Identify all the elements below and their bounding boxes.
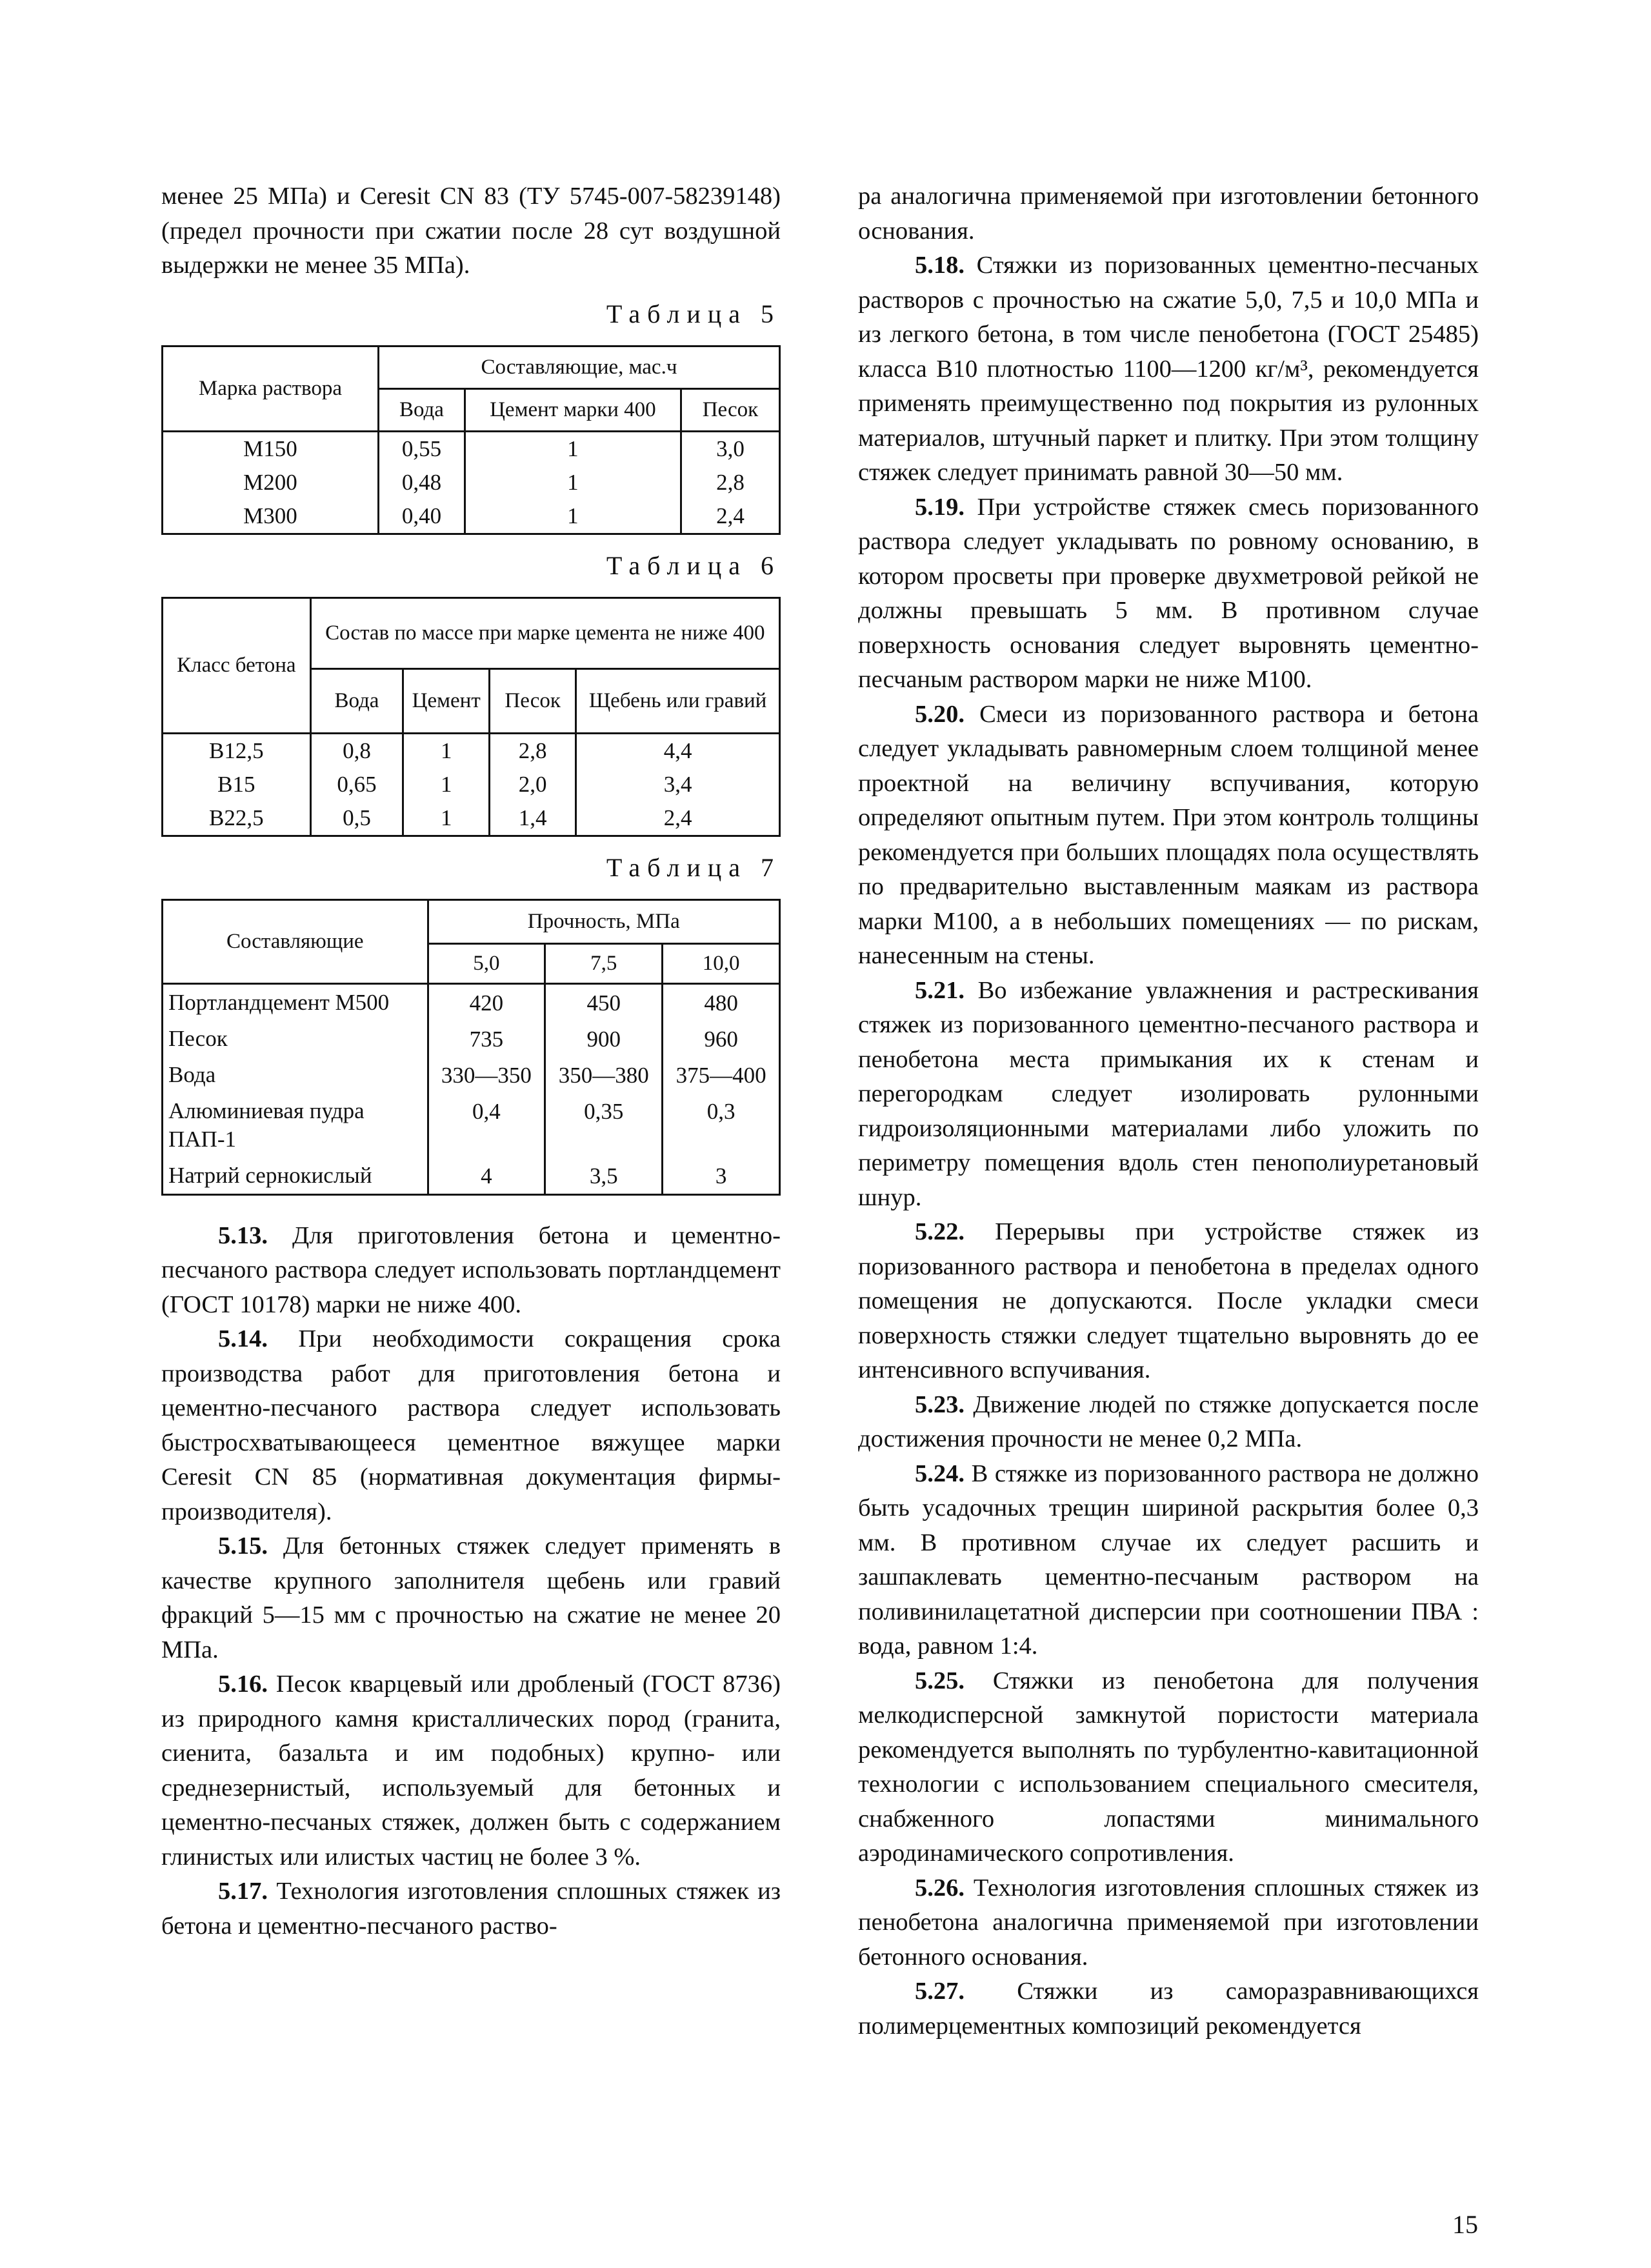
table6-subheader: Цемент (403, 668, 490, 733)
table-row (163, 1021, 780, 1057)
paragraph-text: При устройстве стяжек смесь поризованного раствора следует укладывать по ровному основанию, в котором просветы при проверке двухметровой рейкой не должны превышать 5 мм. В противном случае поверхность основания следует выровнять цементно-песчаным раствором марки не ниже М100. (858, 493, 1479, 693)
paragraph-5-17 (161, 1874, 781, 1943)
paragraph-5-21 (858, 974, 1479, 1216)
table-cell: 1,4 (490, 801, 576, 836)
table-row (163, 499, 780, 534)
paragraph-text: Для бетонных стяжек следует применять в качестве крупного заполнителя щебень или гравий фракций 5—15 мм с прочностью на сжатие не менее 20 МПа. (161, 1532, 781, 1663)
paragraph-text: Во избежание увлажнения и растрескивания стяжек из поризованного цементно-песчаного раствора и пенобетона места примыкания их к стенам и перегородкам следует изолировать рулонными гидроизоляционными материалами либо уложить по периметру помещения вдоль стен пенополиуретановый шнур. (858, 976, 1479, 1211)
table6-caption: Таблица 6 (606, 550, 781, 580)
paragraph-number: 5.20. (915, 700, 965, 728)
table7-caption: Таблица 7 (606, 852, 781, 882)
paragraph-5-18 (858, 248, 1479, 490)
table6-subheader: Песок (490, 668, 576, 733)
table-cell: 0,35 (545, 1093, 663, 1158)
paragraph-number: 5.21. (915, 976, 965, 1004)
table6-header-col1: Класс бетона (163, 597, 311, 733)
paragraph-text: Технология изготовления сплошных стяжек из пенобетона аналогична применяемой при изготовлении бетонного основания. (858, 1874, 1479, 1971)
table-cell: 735 (428, 1021, 545, 1057)
paragraph-number: 5.26. (915, 1874, 965, 1902)
table6-subheader: Вода (310, 668, 403, 733)
paragraph-text: Стяжки из саморазравнивающихся полимерцементных композиций рекомендуется (858, 1978, 1479, 2040)
table-row (163, 768, 780, 801)
paragraph-text: Стяжки из поризованных цементно-песчаных растворов с прочностью на сжатие 5,0, 7,5 и 10,0 МПа и из легкого бетона, в том числе пенобетона (ГОСТ 25485) класса В10 плотностью 1100—1200 кг/м³, рекомендуется применять преимущественно под покрытия из рулонных материалов, штучный паркет и плитку. При этом толщину стяжек следует принимать равной 30—50 мм. (858, 252, 1479, 486)
paragraph-5-26 (858, 1871, 1479, 1975)
paragraph-5-22 (858, 1215, 1479, 1388)
table-cell: 900 (545, 1021, 663, 1057)
paragraph-text: Песок кварцевый или дробленый (ГОСТ 8736) из природного камня кристаллических пород (гранита, сиенита, базальта и им подобных) крупно- или среднезернистый, используемый для бетонных и цементно-песчаных стяжек, должен быть с содержанием глинистых или илистых частиц не более 3 %. (161, 1671, 781, 1871)
table-cell: 0,3 (663, 1093, 780, 1158)
table-cell: 0,4 (428, 1093, 545, 1158)
left-column (161, 179, 781, 1943)
paragraph-number: 5.27. (915, 1978, 965, 2005)
paragraph-number: 5.15. (218, 1532, 268, 1560)
table-cell: 350—380 (545, 1057, 663, 1093)
table-cell: 0,55 (378, 431, 465, 466)
table5-caption: Таблица 5 (606, 299, 781, 328)
paragraph-5-20 (858, 697, 1479, 974)
table-row (163, 801, 780, 836)
table5-header-col1: Марка раствора (163, 346, 379, 431)
table5-subheader: Цемент марки 400 (465, 388, 681, 431)
table-row (163, 1093, 780, 1158)
table-cell: 0,65 (310, 768, 403, 801)
table-cell: 2,0 (490, 768, 576, 801)
table-cell: 4 (428, 1158, 545, 1195)
table-row (163, 1057, 780, 1093)
table-cell: Портландцемент М500 (163, 983, 428, 1021)
table-cell: В15 (163, 768, 311, 801)
table-row (163, 1158, 780, 1195)
paragraph-number: 5.19. (915, 493, 965, 521)
paragraph-text: Технология изготовления сплошных стяжек из бетона и цементно-песчаного раство- (161, 1878, 781, 1940)
table-cell: 960 (663, 1021, 780, 1057)
table-cell: 3 (663, 1158, 780, 1195)
table-cell: 2,4 (576, 801, 780, 836)
paragraph-number: 5.23. (915, 1390, 965, 1418)
intro-text: менее 25 МПа) и Ceresit CN 83 (ТУ 5745-007-58239148) (предел прочности при сжатии после 28 сут воздушной выдержки не менее 35 МПа). (161, 183, 781, 279)
table-cell: 3,5 (545, 1158, 663, 1195)
table-cell: Вода (163, 1057, 428, 1093)
table-6 (161, 597, 781, 837)
table-row (163, 466, 780, 499)
table-cell: 0,40 (378, 499, 465, 534)
table-cell: 0,8 (310, 733, 403, 768)
paragraph-number: 5.22. (915, 1218, 965, 1245)
table-cell: Песок (163, 1021, 428, 1057)
table-cell: 1 (403, 733, 490, 768)
paragraph-text: Для приготовления бетона и цементно-песчаного раствора следует использовать портландцемент (ГОСТ 10178) марки не ниже 400. (161, 1221, 781, 1318)
paragraph-text: Движение людей по стяжке допускается после достижения прочности не менее 0,2 МПа. (858, 1390, 1479, 1452)
paragraph-number: 5.17. (218, 1878, 268, 1905)
paragraph-5-16 (161, 1667, 781, 1874)
table-cell: 2,4 (681, 499, 779, 534)
table6-subheader: Щебень или гравий (576, 668, 780, 733)
table-cell: 0,5 (310, 801, 403, 836)
table-cell: Алюминиевая пудра ПАП-1 (163, 1093, 428, 1158)
table-cell: 330—350 (428, 1057, 545, 1093)
table6-header-group: Состав по массе при марке цемента не ниже 400 (310, 597, 779, 668)
table-cell: 2,8 (681, 466, 779, 499)
paragraph-number: 5.13. (218, 1221, 268, 1249)
table-7 (161, 899, 781, 1196)
paragraph-5-19 (858, 490, 1479, 697)
paragraph-number: 5.16. (218, 1671, 268, 1698)
table7-header-col1: Составляющие (163, 899, 428, 983)
table-cell: 1 (403, 768, 490, 801)
paragraph-number: 5.18. (915, 252, 965, 279)
paragraph-5-24 (858, 1457, 1479, 1664)
paragraph-text: При необходимости сокращения срока производства работ для приготовления бетона и цементно-песчаного раствора следует использовать быстросхватывающееся цементное вяжущее марки Ceresit CN 85 (нормативная документация фирмы-производителя). (161, 1325, 781, 1525)
paragraph-5-15 (161, 1529, 781, 1667)
table-cell: 1 (465, 499, 681, 534)
table-cell: М200 (163, 466, 379, 499)
paragraph-5-23 (858, 1388, 1479, 1457)
paragraph-5-27 (858, 1974, 1479, 2043)
table7-subheader: 10,0 (663, 943, 780, 983)
table-cell: 4,4 (576, 733, 780, 768)
table5-header-group: Составляющие, мас.ч (378, 346, 779, 388)
table-cell: 1 (403, 801, 490, 836)
table-cell: 3,0 (681, 431, 779, 466)
paragraph-5-14 (161, 1322, 781, 1529)
table5-subheader: Вода (378, 388, 465, 431)
table7-subheader: 5,0 (428, 943, 545, 983)
paragraph-5-25 (858, 1664, 1479, 1871)
paragraph-number: 5.14. (218, 1325, 268, 1352)
paragraph-text: В стяжке из поризованного раствора не должно быть усадочных трещин шириной раскрытия более 0,3 мм. В противном случае их следует расшить и зашпаклевать цементно-песчаным раствором на поливинилацетатной дисперсии при соотношении ПВА : вода, равном 1:4. (858, 1460, 1479, 1660)
paragraph-number: 5.25. (915, 1667, 965, 1694)
table-cell: 0,48 (378, 466, 465, 499)
table-row (163, 733, 780, 768)
table7-subheader: 7,5 (545, 943, 663, 983)
table-cell: 420 (428, 983, 545, 1021)
table-cell: В12,5 (163, 733, 311, 768)
continuation-text: ра аналогична применяемой при изготовлении бетонного основания. (858, 183, 1479, 245)
table-cell: 450 (545, 983, 663, 1021)
table-cell: 1 (465, 466, 681, 499)
table-row (163, 983, 780, 1021)
table7-header-group: Прочность, МПа (428, 899, 780, 943)
table-cell: 480 (663, 983, 780, 1021)
table-cell: М150 (163, 431, 379, 466)
paragraph-text: Стяжки из пенобетона для получения мелкодисперсной замкнутой пористости материала рекомендуется выполнять по турбулентно-кавитационной технологии с использованием специального смесителя, снабженного лопастями минимального аэродинамического сопротивления. (858, 1667, 1479, 1867)
page-number: 15 (1452, 2210, 1478, 2239)
table-cell: Натрий сернокислый (163, 1158, 428, 1195)
table-5 (161, 345, 781, 535)
paragraph-number: 5.24. (915, 1460, 965, 1487)
table-cell: М300 (163, 499, 379, 534)
paragraph-5-13 (161, 1219, 781, 1323)
table-cell: 375—400 (663, 1057, 780, 1093)
right-column (858, 179, 1479, 2043)
table-cell: 1 (465, 431, 681, 466)
paragraph-text: Перерывы при устройстве стяжек из поризованного раствора и пенобетона в пределах одного помещения не допускаются. После укладки смеси поверхность стяжки следует тщательно выровнять до ее интенсивного вспучивания. (858, 1218, 1479, 1383)
table-cell: В22,5 (163, 801, 311, 836)
table-cell: 2,8 (490, 733, 576, 768)
table-row (163, 431, 780, 466)
table-cell: 3,4 (576, 768, 780, 801)
paragraph-text: Смеси из поризованного раствора и бетона следует укладывать равномерным слоем толщиной менее проектной на величину вспучивания, которую определяют опытным путем. При этом контроль толщины рекомендуется при больших площадях пола осуществлять по предварительно выставленным маякам из раствора марки М100, а в небольших помещениях — по рискам, нанесенным на стены. (858, 700, 1479, 969)
table5-subheader: Песок (681, 388, 779, 431)
